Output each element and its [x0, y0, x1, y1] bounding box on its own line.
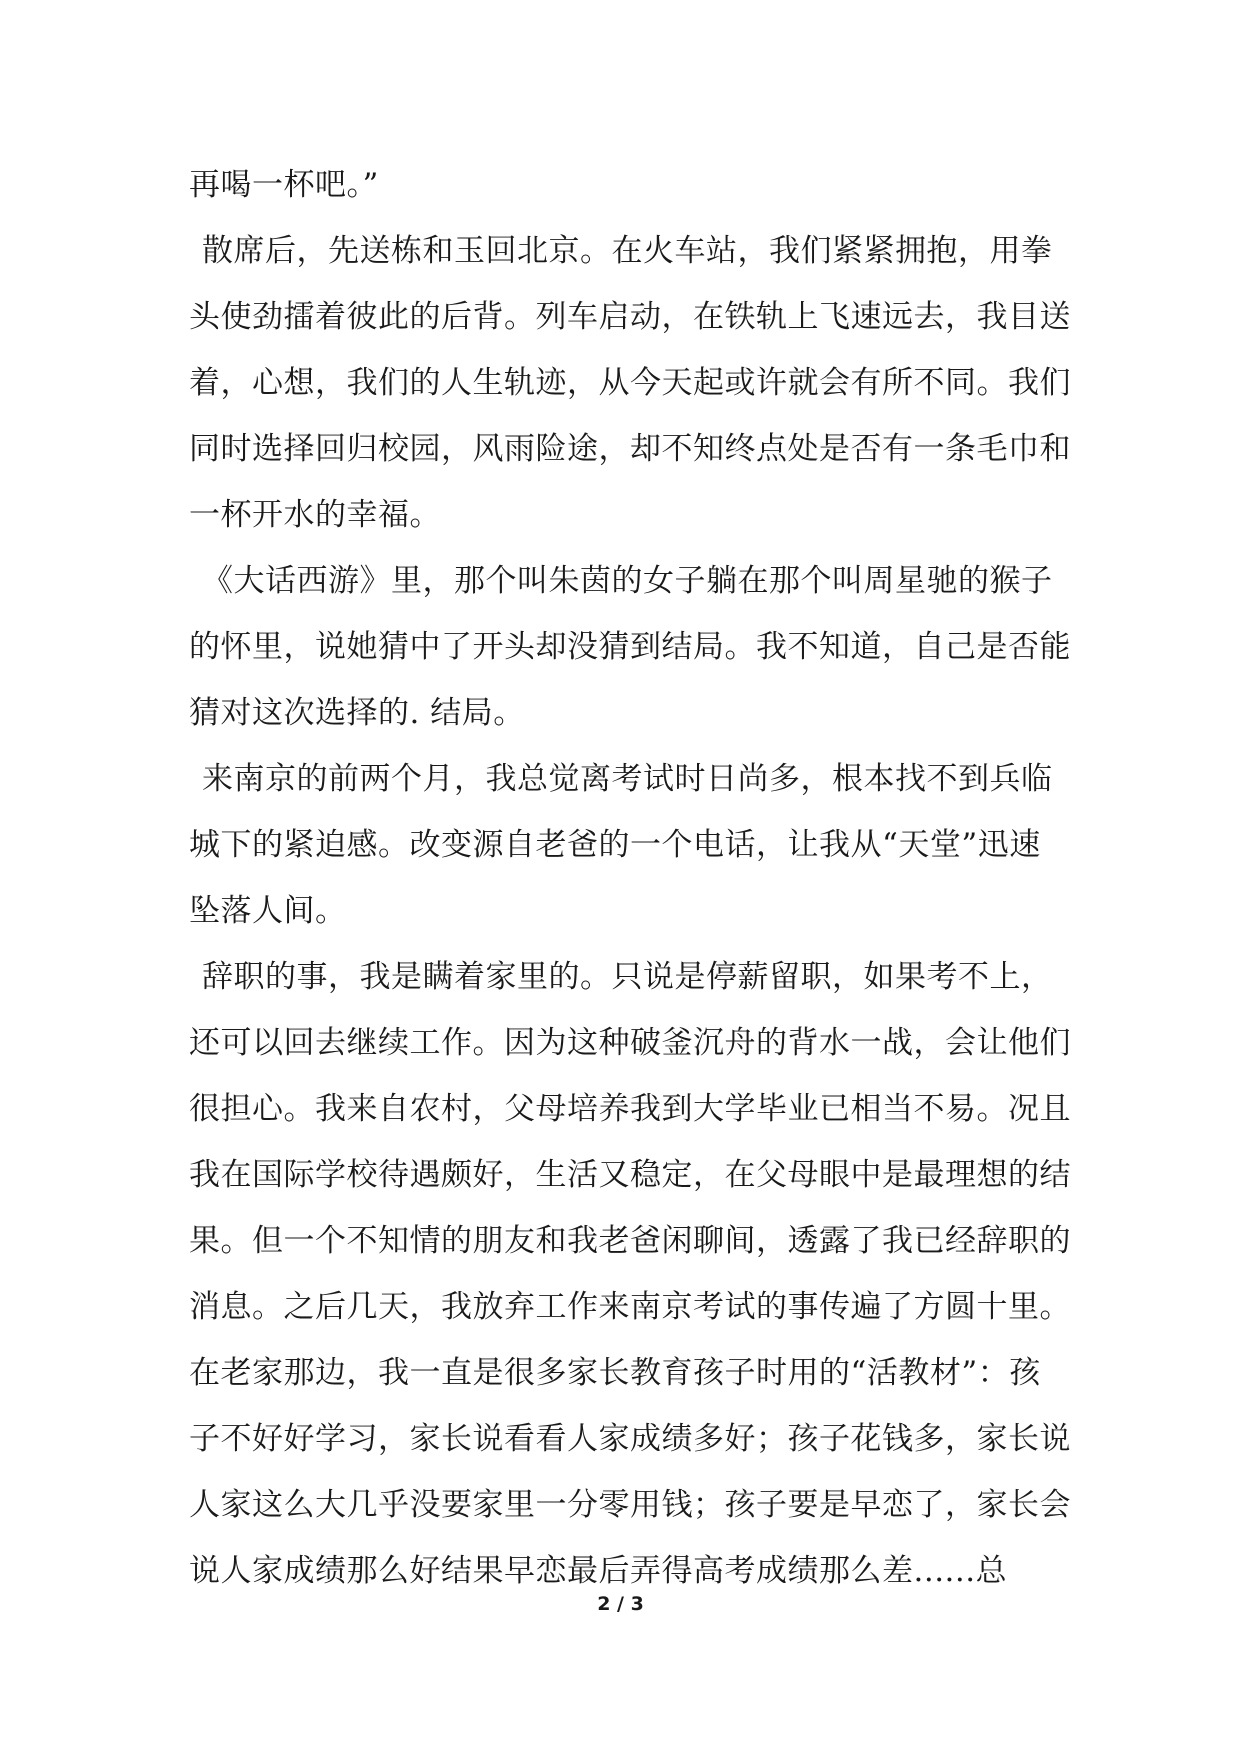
text-line: 同时选择回归校园，风雨险途，却不知终点处是否有一条毛巾和 — [189, 431, 1071, 467]
text-line: 坠落人间。 — [189, 893, 347, 929]
text-line: 还可以回去继续工作。因为这种破釜沉舟的背水一战，会让他们 — [189, 1025, 1071, 1061]
text-line: 着，心想，我们的人生轨迹，从今天起或许就会有所不同。我们 — [189, 365, 1071, 401]
page-number: 2 / 3 — [597, 1593, 644, 1615]
text-line: 说人家成绩那么好结果早恋最后弄得高考成绩那么差......总 — [189, 1553, 1008, 1589]
text-line: 人家这么大几乎没要家里一分零用钱；孩子要是早恋了，家长会 — [189, 1487, 1071, 1523]
text-line: 猜对这次选择的. 结局。 — [189, 695, 525, 731]
text-line: 的怀里，说她猜中了开头却没猜到结局。我不知道，自己是否能 — [189, 629, 1071, 665]
text-line: 《大话西游》里，那个叫朱茵的女子躺在那个叫周星驰的猴子 — [202, 563, 1053, 599]
text-line: 再喝一杯吧。” — [189, 167, 379, 203]
text-line: 子不好好学习，家长说看看人家成绩多好；孩子花钱多，家长说 — [189, 1421, 1071, 1457]
text-line: 消息。之后几天，我放弃工作来南京考试的事传遍了方圆十里。 — [189, 1289, 1071, 1325]
text-line: 辞职的事，我是瞒着家里的。只说是停薪留职，如果考不上， — [202, 959, 1053, 995]
text-line: 很担心。我来自农村，父母培养我到大学毕业已相当不易。况且 — [189, 1091, 1071, 1127]
body-text — [189, 152, 1069, 1604]
text-line: 头使劲擂着彼此的后背。列车启动，在铁轨上飞速远去，我目送 — [189, 299, 1071, 335]
text-line: 城下的紧迫感。改变源自老爸的一个电话，让我从“天堂”迅速 — [189, 827, 1041, 863]
text-line: 在老家那边，我一直是很多家长教育孩子时用的“活教材”：孩 — [189, 1355, 1041, 1391]
text-line: 散席后，先送栋和玉回北京。在火车站，我们紧紧拥抱，用拳 — [202, 233, 1053, 269]
text-line: 果。但一个不知情的朋友和我老爸闲聊间，透露了我已经辞职的 — [189, 1223, 1071, 1259]
text-line: 来南京的前两个月，我总觉离考试时日尚多，根本找不到兵临 — [202, 761, 1053, 797]
text-line: 一杯开水的幸福。 — [189, 497, 441, 533]
text-line: 我在国际学校待遇颇好，生活又稳定，在父母眼中是最理想的结 — [189, 1157, 1071, 1193]
